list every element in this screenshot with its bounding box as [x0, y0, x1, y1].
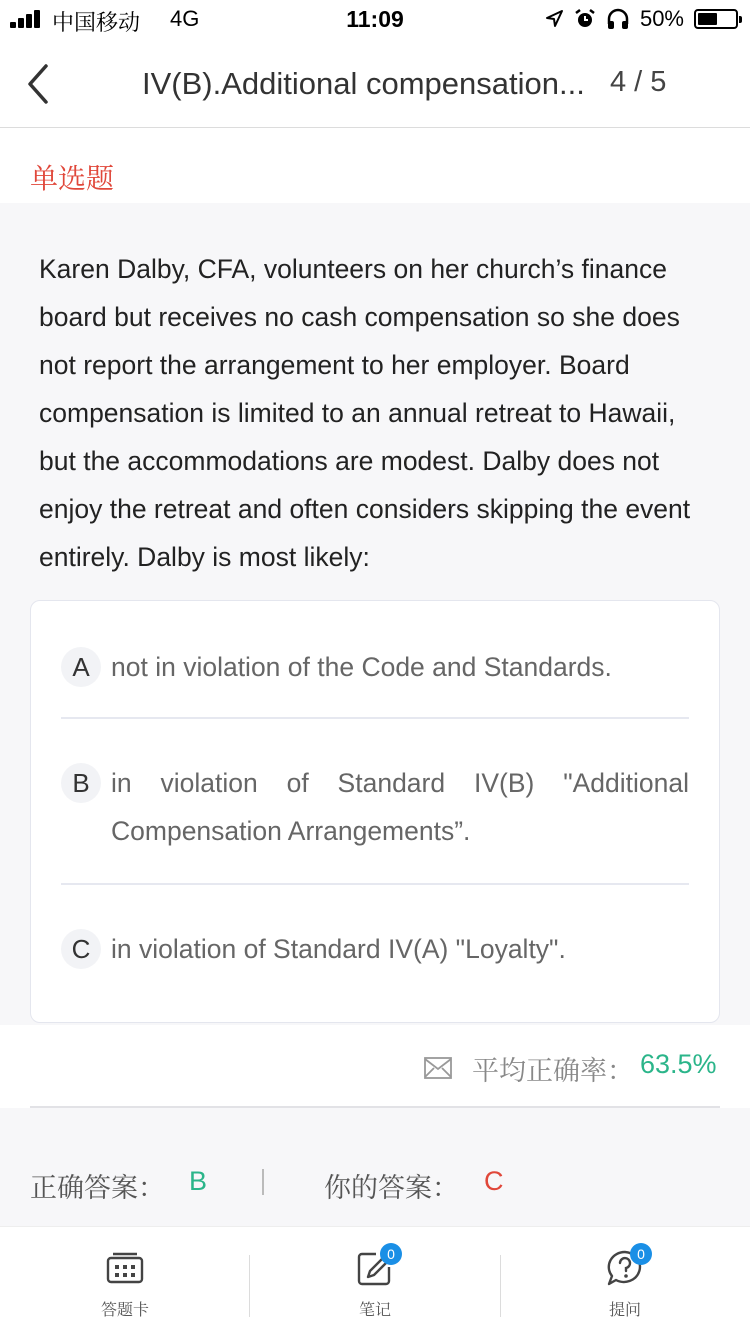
back-button[interactable] — [22, 62, 62, 106]
status-indicators — [544, 5, 738, 33]
accuracy-value: 63.5% — [640, 1049, 717, 1079]
network-type: 4G — [170, 6, 200, 31]
tab-label: 提问 — [608, 1302, 641, 1319]
envelope-icon — [424, 1057, 452, 1079]
tab-label: 笔记 — [358, 1302, 391, 1319]
option-text: in violation of Standard IV(A) "Loyalty". — [111, 934, 566, 964]
tab-notes[interactable] — [250, 1227, 500, 1334]
accuracy-stats — [0, 1025, 750, 1107]
question-type-bar — [0, 143, 750, 203]
tab-answer-card[interactable] — [0, 1227, 250, 1334]
question-progress: 4 / 5 — [610, 66, 667, 98]
alarm-icon — [574, 8, 596, 30]
question-text: Karen Dalby, CFA, volunteers on her church’s finance board but receives no cash compensation so she does not report the arrangement to her employer. Board compensation is limited to an annual retreat to Hawaii, but the accommodations are modest. Dalby does not enjoy the retreat and often considers skipping the event entirely. Dalby is most likely: — [39, 254, 691, 572]
nav-bar — [0, 40, 750, 128]
carrier-name: 中国移动 — [52, 10, 141, 35]
accuracy-label: 平均正确率： — [472, 1056, 634, 1086]
bottom-tab-bar — [0, 1226, 750, 1334]
option-text: not in violation of the Code and Standards. — [111, 652, 612, 682]
chevron-left-icon — [22, 62, 62, 106]
your-answer-value: C — [484, 1166, 504, 1196]
answer-summary — [0, 1108, 750, 1226]
status-time: 11:09 — [346, 6, 404, 32]
answer-separator — [262, 1169, 264, 1195]
option-text: in violation of Standard IV(B) "Additional Compensation Arrangements”. — [111, 768, 689, 846]
notes-badge: 0 — [380, 1243, 402, 1265]
option-divider — [61, 717, 689, 719]
option-letter: B — [61, 763, 101, 803]
correct-answer-label: 正确答案： — [30, 1173, 165, 1203]
battery-icon — [694, 9, 738, 29]
headphones-icon — [606, 8, 630, 30]
options-card — [30, 600, 720, 1023]
option-letter: A — [61, 647, 101, 687]
location-arrow-icon — [544, 9, 564, 29]
battery-percent: 50% — [639, 6, 684, 31]
status-bar — [0, 0, 750, 40]
question-area — [0, 203, 750, 1025]
option-letter: C — [61, 929, 101, 969]
your-answer-label: 你的答案： — [324, 1173, 459, 1203]
answer-card-icon — [106, 1249, 144, 1287]
tab-label: 答题卡 — [100, 1302, 149, 1319]
tab-ask-question[interactable] — [500, 1227, 750, 1334]
page-title: IV(B).Additional compensation... — [142, 66, 585, 101]
option-divider — [61, 883, 689, 885]
question-type: 单选题 — [30, 163, 115, 194]
correct-answer-value: B — [189, 1166, 208, 1196]
questions-badge: 0 — [630, 1243, 652, 1265]
